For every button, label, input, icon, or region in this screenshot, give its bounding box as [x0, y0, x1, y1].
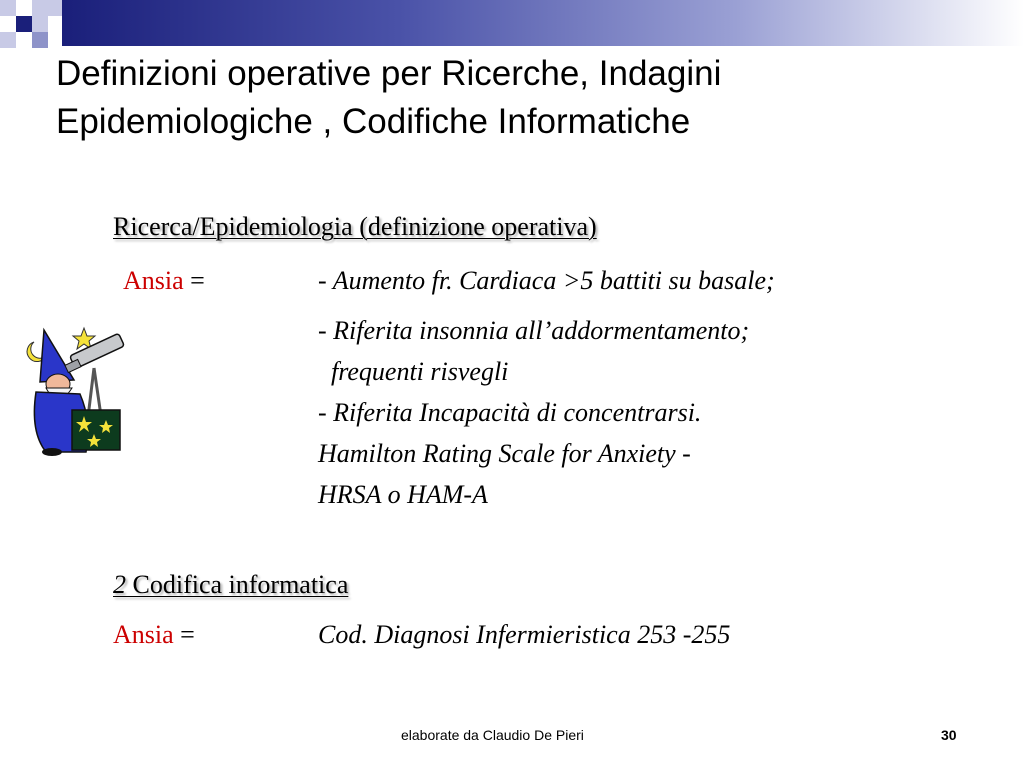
equals-sign: =	[183, 266, 205, 295]
title-line: Epidemiologiche , Codifiche Informatiche	[56, 102, 691, 141]
term-label: Ansia	[113, 620, 174, 649]
section-heading-coding	[113, 570, 348, 600]
header-gradient-bar	[62, 0, 1024, 46]
term-row	[123, 266, 205, 296]
definition-line: HRSA o HAM-A	[318, 480, 488, 509]
deco-square	[0, 0, 16, 16]
definition-line: - Riferita Incapacità di concentrarsi.	[318, 398, 702, 427]
section-number: 2	[113, 570, 126, 599]
deco-square	[0, 32, 16, 48]
deco-square	[16, 16, 32, 32]
definition-line: - Riferita insonnia all’addormentamento;	[318, 316, 750, 345]
deco-square	[32, 16, 48, 32]
wizard-telescope-icon	[22, 322, 130, 456]
term-row	[113, 620, 195, 650]
term-label: Ansia	[123, 266, 184, 295]
deco-square	[32, 32, 48, 48]
section-heading-research: Ricerca/Epidemiologia (definizione operativa)	[113, 212, 597, 241]
deco-square	[32, 0, 48, 16]
title-line: Definizioni operative per Ricerche, Indagini	[56, 54, 722, 93]
definition-line: - Aumento fr. Cardiaca >5 battiti su basale;	[318, 266, 775, 295]
deco-square	[16, 0, 32, 16]
page-title	[56, 50, 1016, 146]
definition-line: Hamilton Rating Scale for Anxiety -	[318, 439, 691, 468]
definition-line: Cod. Diagnosi Infermieristica 253 -255	[318, 620, 731, 649]
footer-author: elaborate da Claudio De Pieri	[401, 727, 584, 743]
section-heading-text: Codifica informatica	[126, 570, 349, 599]
deco-square	[16, 32, 32, 48]
definition-line: frequenti risvegli	[318, 357, 509, 386]
page-number: 30	[941, 727, 957, 743]
equals-sign: =	[173, 620, 195, 649]
